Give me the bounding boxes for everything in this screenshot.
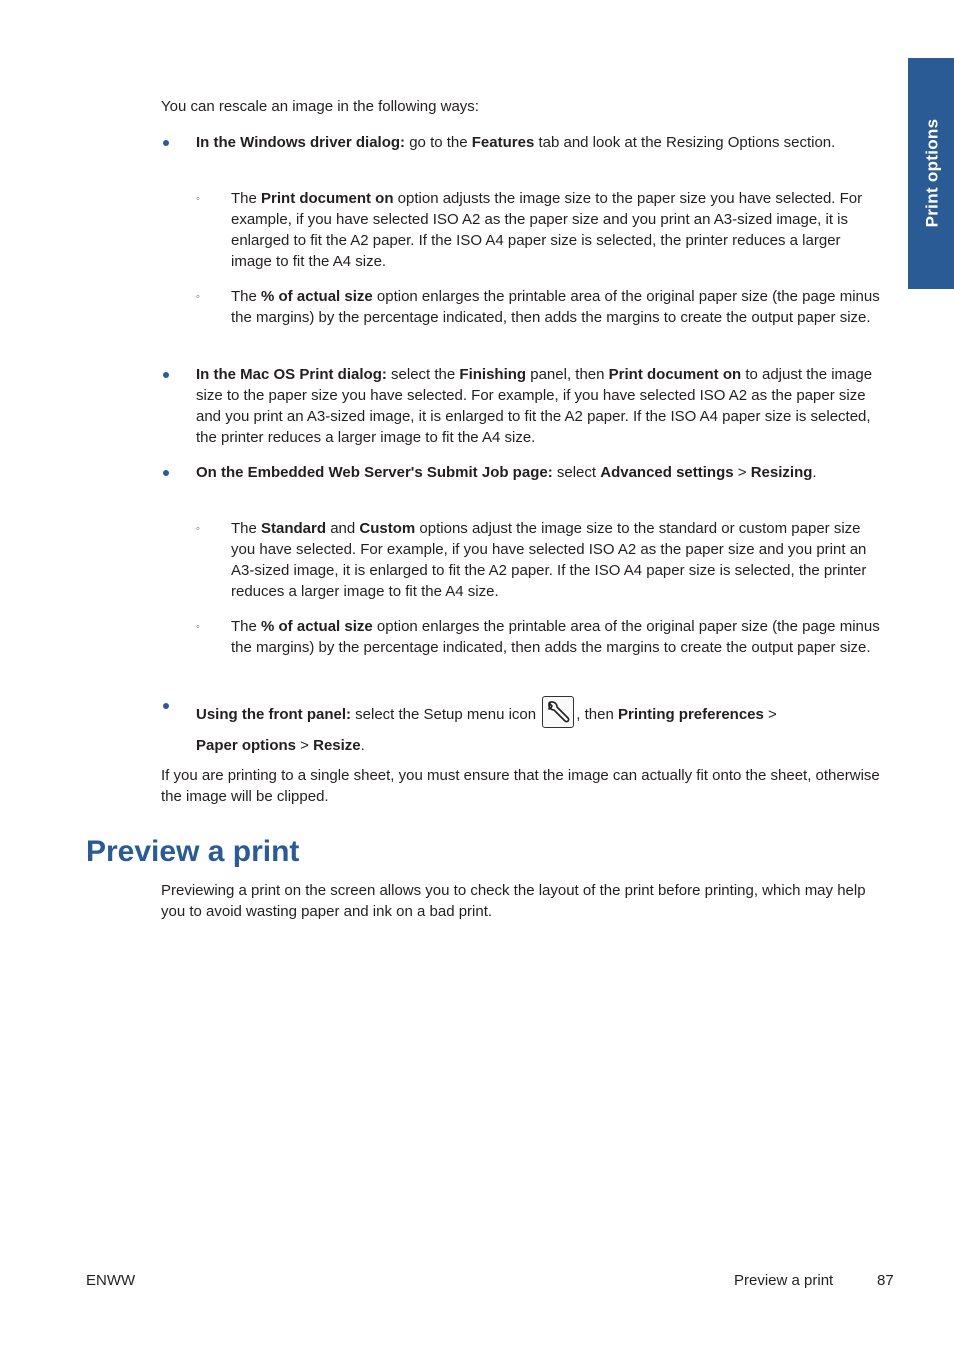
sub-text: The	[231, 190, 262, 207]
sub-bold: Standard	[261, 520, 327, 537]
windows-sub-2	[231, 286, 881, 328]
mac-bold-print-document-on: Print document on	[608, 366, 742, 383]
ews-lead: On the Embedded Web Server's Submit Job page:	[196, 464, 553, 481]
front-panel-text: select the Setup menu icon	[351, 706, 541, 723]
single-sheet-text: If you are printing to a single sheet, you must ensure that the image can actually fit onto the sheet, otherwise the image will be clipped.	[161, 767, 880, 805]
sub-bold: Custom	[359, 520, 416, 537]
side-tab-label: Print options	[922, 118, 942, 228]
mac-bold-finishing: Finishing	[459, 366, 527, 383]
windows-lead: In the Windows driver dialog:	[196, 134, 406, 151]
sub-text: The	[231, 288, 262, 305]
ews-bold-advanced-settings: Advanced settings	[600, 464, 734, 481]
wrench-icon	[542, 696, 574, 728]
sub-bullet-marker: ◦	[196, 621, 200, 633]
section-heading: Preview a print	[86, 835, 300, 868]
ews-bold-resizing: Resizing	[750, 464, 813, 481]
bullet-ews	[196, 462, 880, 483]
sub-bold: % of actual size	[261, 618, 373, 635]
front-panel-text: >	[763, 706, 777, 723]
ews-text: >	[733, 464, 751, 481]
bullet-front-panel	[196, 699, 880, 761]
ews-sub-1	[231, 518, 881, 602]
front-panel-bold-printing-preferences: Printing preferences	[617, 706, 764, 723]
front-panel-lead: Using the front panel:	[196, 706, 351, 723]
mac-text: panel, then	[526, 366, 609, 383]
sub-bold: Print document on	[261, 190, 394, 207]
windows-text-1: go to the	[405, 134, 472, 151]
footer-left: ENWW	[86, 1272, 136, 1289]
sub-text: The	[231, 520, 262, 537]
sub-bold: % of actual size	[261, 288, 373, 305]
windows-bold-features: Features	[471, 134, 535, 151]
sub-text: option enlarges the printable area of the original paper size (the page minus the margins) by the percentage indicated, then adds the margins to create the output paper size.	[231, 288, 880, 326]
intro-text: You can rescale an image in the following ways:	[161, 98, 479, 115]
page-number: 87	[877, 1272, 894, 1289]
sub-bullet-marker: ◦	[196, 291, 200, 303]
windows-sub-1	[231, 188, 881, 272]
bullet-dot	[163, 703, 169, 709]
sub-text: options adjust the image size to the standard or custom paper size you have selected. For example, if you have selected ISO A2 as the paper size and you print an A3-sized image, it is enlarged to fit the A2 paper. If the ISO A4 paper size is selected, the printer reduces a larger image to fit the A4 size.	[231, 520, 867, 600]
bullet-mac	[196, 364, 880, 448]
ews-sub-2	[231, 616, 881, 658]
front-panel-bold-paper-options: Paper options	[196, 737, 297, 754]
windows-text-2: tab and look at the Resizing Options section.	[534, 134, 836, 151]
mac-text: to adjust the image size to the paper size you have selected. For example, if you have selected ISO A2 as the paper size and you print an A3-sized image, it is enlarged to fit the A2 paper. If the ISO A4 paper size is selected, the printer reduces a larger image to fit the A4 size.	[196, 366, 873, 446]
sub-text: The	[231, 618, 262, 635]
sub-text: and	[326, 520, 360, 537]
sub-bullet-marker: ◦	[196, 523, 200, 535]
front-panel-text: .	[360, 737, 365, 754]
bullet-dot	[163, 470, 169, 476]
front-panel-bold-resize: Resize	[313, 737, 361, 754]
mac-text: select the	[386, 366, 460, 383]
front-panel-text: , then	[576, 706, 618, 723]
ews-text: select	[552, 464, 601, 481]
ews-text: .	[812, 464, 817, 481]
section-body: Previewing a print on the screen allows you to check the layout of the print before printing, which may help you to avoid wasting paper and ink on a bad print.	[161, 882, 866, 920]
sub-text: option adjusts the image size to the paper size you have selected. For example, if you have selected ISO A2 as the paper size and you print an A3-sized image, it is enlarged to fit the A2 paper. If the ISO A4 paper size is selected, the printer reduces a larger image to fit the A4 size.	[231, 190, 863, 270]
front-panel-text: >	[296, 737, 314, 754]
bullet-dot	[163, 372, 169, 378]
bullet-windows	[196, 132, 880, 153]
bullet-dot	[163, 140, 169, 146]
footer-section-title: Preview a print	[734, 1272, 834, 1289]
mac-lead: In the Mac OS Print dialog:	[196, 366, 387, 383]
sub-bullet-marker: ◦	[196, 193, 200, 205]
sub-text: option enlarges the printable area of the original paper size (the page minus the margins) by the percentage indicated, then adds the margins to create the output paper size.	[231, 618, 880, 656]
